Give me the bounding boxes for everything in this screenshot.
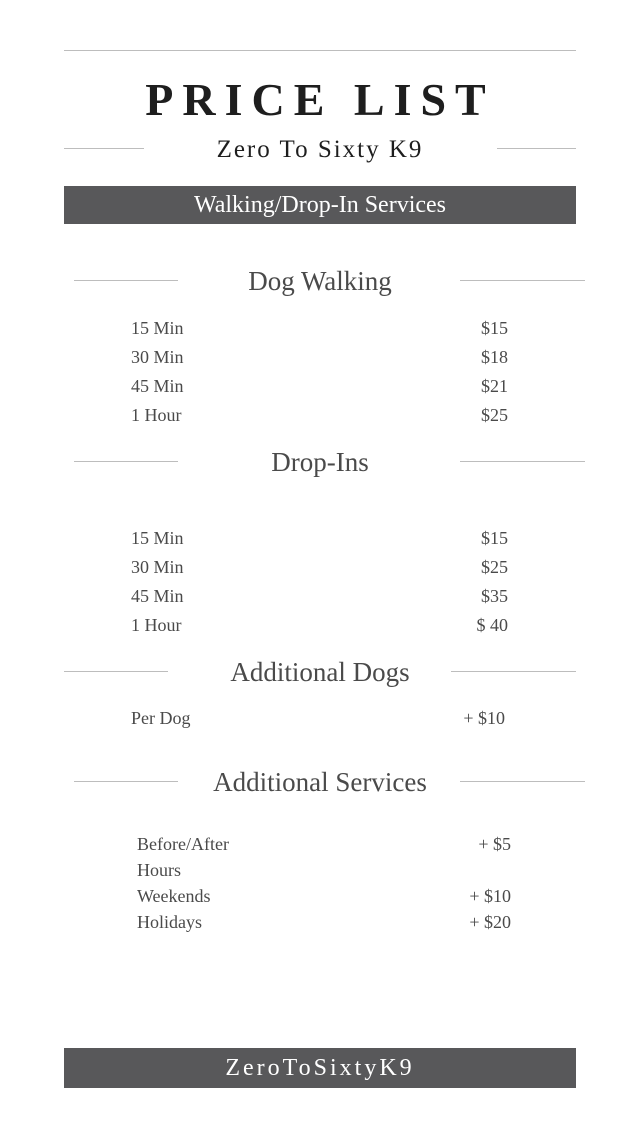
item-label: 1 Hour — [131, 405, 182, 425]
item-label: 15 Min — [131, 318, 184, 338]
business-name: Zero To Sixty K9 — [216, 136, 424, 163]
page-title: PRICE LIST — [145, 74, 495, 125]
services-banner: Walking/Drop-In Services — [64, 186, 576, 224]
footer-banner: ZeroToSixtyK9 — [64, 1048, 576, 1088]
item-price: $18 — [481, 347, 508, 367]
item-label: 15 Min — [131, 528, 184, 548]
dog-walking-heading: Dog Walking — [248, 266, 392, 296]
item-price: + $20 — [469, 912, 511, 932]
item-label: Per Dog — [131, 708, 191, 728]
item-price: + $5 — [478, 834, 511, 854]
additional-dogs-divider-right — [451, 671, 576, 672]
item-label: 45 Min — [131, 586, 184, 606]
subtitle-divider-right — [497, 148, 576, 149]
item-price: + $10 — [463, 708, 505, 728]
item-label: Hours — [137, 860, 181, 880]
drop-ins-heading: Drop-Ins — [271, 447, 369, 477]
dog-walking-divider-right — [460, 280, 585, 281]
additional-services-divider-right — [460, 781, 585, 782]
additional-dogs-heading: Additional Dogs — [230, 657, 410, 687]
item-label: 1 Hour — [131, 615, 182, 635]
item-label: 45 Min — [131, 376, 184, 396]
item-price: $15 — [481, 528, 508, 548]
item-price: $25 — [481, 557, 508, 577]
top-divider — [64, 50, 576, 51]
additional-services-heading: Additional Services — [213, 767, 427, 797]
drop-ins-divider-right — [460, 461, 585, 462]
item-price: $15 — [481, 318, 508, 338]
item-price: $35 — [481, 586, 508, 606]
item-label: Before/After — [137, 834, 229, 854]
item-price: $ 40 — [476, 615, 508, 635]
item-price: $21 — [481, 376, 508, 396]
item-price: $25 — [481, 405, 508, 425]
item-label: Weekends — [137, 886, 211, 906]
item-label: 30 Min — [131, 347, 184, 367]
item-label: Holidays — [137, 912, 202, 932]
item-price: + $10 — [469, 886, 511, 906]
item-label: 30 Min — [131, 557, 184, 577]
